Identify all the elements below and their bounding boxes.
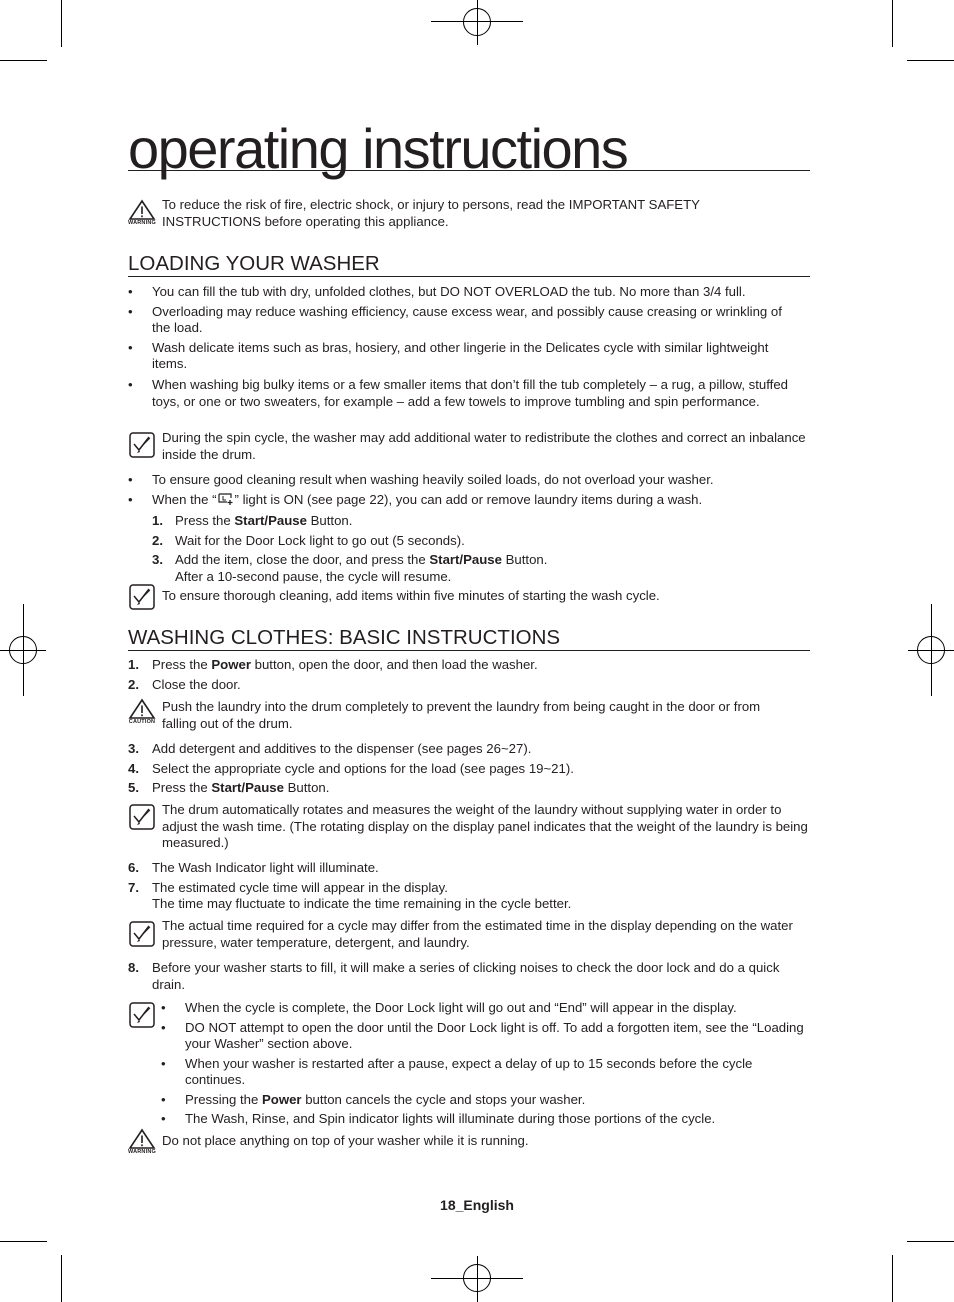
crop-mark: [907, 60, 954, 61]
note-pencil-icon: [129, 584, 155, 610]
list-item: 3. Add detergent and additives to the dispenser (see pages 26~27).: [128, 741, 532, 756]
warning-icon: WARNING: [125, 199, 159, 229]
crop-mark: [0, 1241, 47, 1242]
list-item: • When your washer is restarted after a pause, expect a delay of up to 15 seconds before the cycle continues.: [161, 1055, 753, 1087]
crop-mark: [61, 0, 62, 47]
list-item: • When the “ ” light is ON (see page 22), you can add or remove laundry items during a wash.: [128, 492, 812, 511]
note-text: To ensure thorough cleaning, add items within five minutes of starting the wash cycle.: [162, 588, 660, 603]
list-item: 1. Press the Start/Pause Button.: [152, 513, 353, 528]
crop-mark: [61, 1255, 62, 1302]
list-item: • When washing big bulky items or a few smaller items that don’t fill the tub completely – a rug, a pillow, stuffed toys, or one or two sweaters, for example – add a few towels to improve tumbling and spin performance.: [128, 376, 788, 409]
loading-bullets: [128, 284, 812, 410]
note-pencil-icon: [129, 921, 155, 947]
list-item: 4. Select the appropriate cycle and options for the load (see pages 19~21).: [128, 760, 574, 776]
section-heading-loading: LOADING YOUR WASHER: [128, 252, 810, 277]
crop-mark: [892, 0, 893, 47]
note-text: The drum automatically rotates and measures the weight of the laundry without supplying water in order to adjust the wash time. (The rotating display on the display panel indicates that the weight of the laundry is being measured.): [162, 802, 808, 850]
washing-steps-4: [128, 960, 812, 993]
list-item: 2. Close the door.: [128, 676, 241, 692]
list-item: • When the cycle is complete, the Door Lock light will go out and “End” will appear in the display.: [161, 1000, 737, 1015]
caution-text: Push the laundry into the drum completely to prevent the laundry from being caught in the door or from falling out of the drum.: [162, 699, 761, 731]
washing-steps-1: [128, 657, 812, 693]
page-title: operating instructions: [128, 118, 810, 171]
crop-mark: [0, 60, 47, 61]
list-item: 7. The estimated cycle time will appear in the display. The time may fluctuate to indicate the time remaining in the cycle better.: [128, 879, 572, 911]
list-item: 1. Press the Power button, open the door, and then load the washer.: [128, 657, 538, 672]
note-bullets: [128, 1000, 812, 1128]
add-laundry-icon: [217, 492, 235, 511]
warning-icon: WARNING: [125, 1128, 159, 1158]
list-item: • Overloading may reduce washing efficiency, cause excess wear, and possibly cause creasing or wrinkling of the load.: [128, 303, 782, 335]
list-item: • Pressing the Power button cancels the cycle and stops your washer.: [161, 1091, 586, 1107]
intro-warning-text: To reduce the risk of fire, electric shock, or injury to persons, read the IMPORTANT SAFETY INSTRUCTIONS before operating this appliance.: [162, 197, 700, 229]
list-item: • DO NOT attempt to open the door until the Door Lock light is off. To add a forgotten item, see the “Loading your Washer” section above.: [161, 1019, 804, 1051]
list-item: 8. Before your washer starts to fill, it will make a series of clicking noises to check the door lock and do a quick drain.: [128, 960, 780, 992]
list-item: • You can fill the tub with dry, unfolded clothes, but DO NOT OVERLOAD the tub. No more than 3/4 full.: [128, 284, 746, 299]
list-item: • The Wash, Rinse, and Spin indicator lights will illuminate during those portions of the cycle.: [161, 1111, 716, 1126]
final-warning-text: Do not place anything on top of your washer while it is running.: [162, 1133, 529, 1148]
list-item: • To ensure good cleaning result when washing heavily soiled loads, do not overload your washer.: [128, 472, 714, 487]
page-number: 18_English: [440, 1197, 514, 1213]
list-item: • Wash delicate items such as bras, hosiery, and other lingerie in the Delicates cycle with similar lightweight items.: [128, 339, 769, 371]
section-heading-washing: WASHING CLOTHES: BASIC INSTRUCTIONS: [128, 626, 810, 651]
list-item: 5. Press the Start/Pause Button.: [128, 780, 330, 795]
note-text: The actual time required for a cycle may differ from the estimated time in the display depending on the water pressure, water temperature, detergent, and laundry.: [162, 918, 793, 950]
caution-icon: CAUTION: [125, 698, 159, 728]
list-item: 3. Add the item, close the door, and press the Start/Pause Button. After a 10-second pause, the cycle will resume.: [152, 552, 548, 584]
note-text: During the spin cycle, the washer may add additional water to redistribute the clothes and correct an inbalance inside the drum.: [162, 430, 806, 462]
crop-mark: [892, 1255, 893, 1302]
washing-steps-3: [128, 860, 812, 913]
note-pencil-icon: [129, 432, 155, 458]
list-item: 2. Wait for the Door Lock light to go out (5 seconds).: [152, 532, 465, 548]
crop-mark: [907, 1241, 954, 1242]
note-pencil-icon: [129, 804, 155, 830]
list-item: 6. The Wash Indicator light will illuminate.: [128, 860, 379, 875]
washing-steps-2: [128, 741, 812, 797]
loading-bullets-2: [128, 472, 812, 585]
